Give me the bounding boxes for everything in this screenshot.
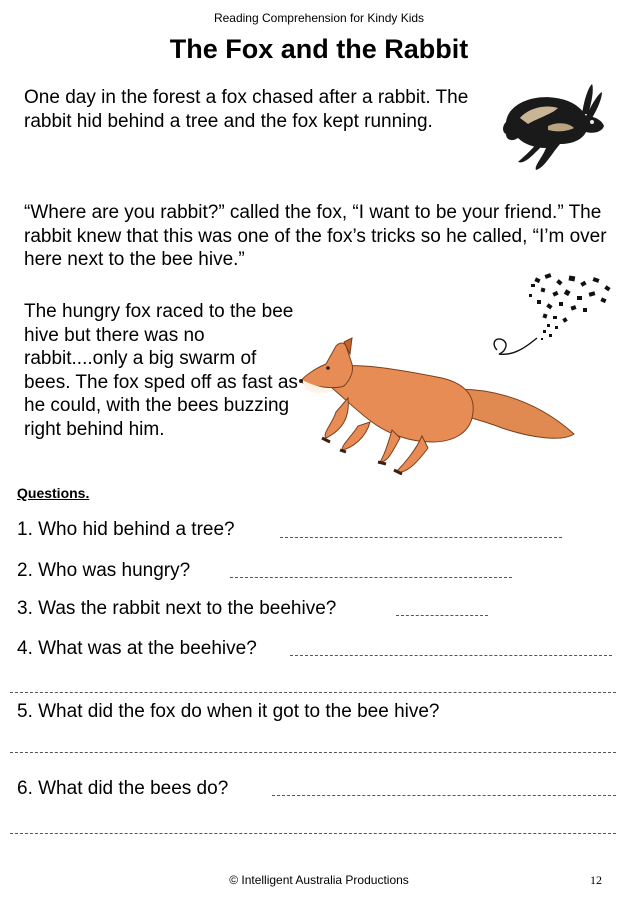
page-header: Reading Comprehension for Kindy Kids: [213, 11, 425, 25]
answer-line-4b: [10, 692, 616, 693]
footer-copyright: © Intelligent Australia Productions: [229, 873, 409, 887]
answer-line-1: [280, 537, 562, 538]
story-paragraph-2: “Where are you rabbit?” called the fox, “I want to be your friend.” The rabbit knew that this was one of the fox’s tricks so he called, “I’m over here next to the bee hive.”: [24, 202, 607, 270]
question-4: 4. What was at the beehive?: [17, 638, 257, 659]
rabbit-illustration: [498, 82, 608, 174]
question-6: 6. What did the bees do?: [17, 778, 229, 799]
answer-line-2: [230, 577, 512, 578]
answer-line-5: [10, 752, 616, 753]
page-number: 12: [590, 873, 602, 887]
question-3: 3. Was the rabbit next to the beehive?: [17, 598, 337, 619]
question-5: 5. What did the fox do when it got to the bee hive?: [17, 701, 440, 722]
question-2: 2. Who was hungry?: [17, 560, 191, 581]
answer-line-6b: [10, 833, 616, 834]
fox-illustration: [292, 338, 582, 478]
answer-line-3: [396, 615, 488, 616]
question-1: 1. Who hid behind a tree?: [17, 519, 235, 540]
story-paragraph-1: One day in the forest a fox chased after a rabbit. The rabbit hid behind a tree and the fox kept running.: [24, 87, 469, 132]
page-title: The Fox and the Rabbit: [169, 34, 469, 64]
questions-heading: Questions.: [17, 485, 90, 501]
answer-line-4: [290, 655, 612, 656]
story-paragraph-3: The hungry fox raced to the bee hive but there was no rabbit....only a big swarm of bees. The fox sped off as fast as he could, with the bees buzzing right behind him.: [24, 301, 298, 440]
answer-line-6: [272, 795, 616, 796]
